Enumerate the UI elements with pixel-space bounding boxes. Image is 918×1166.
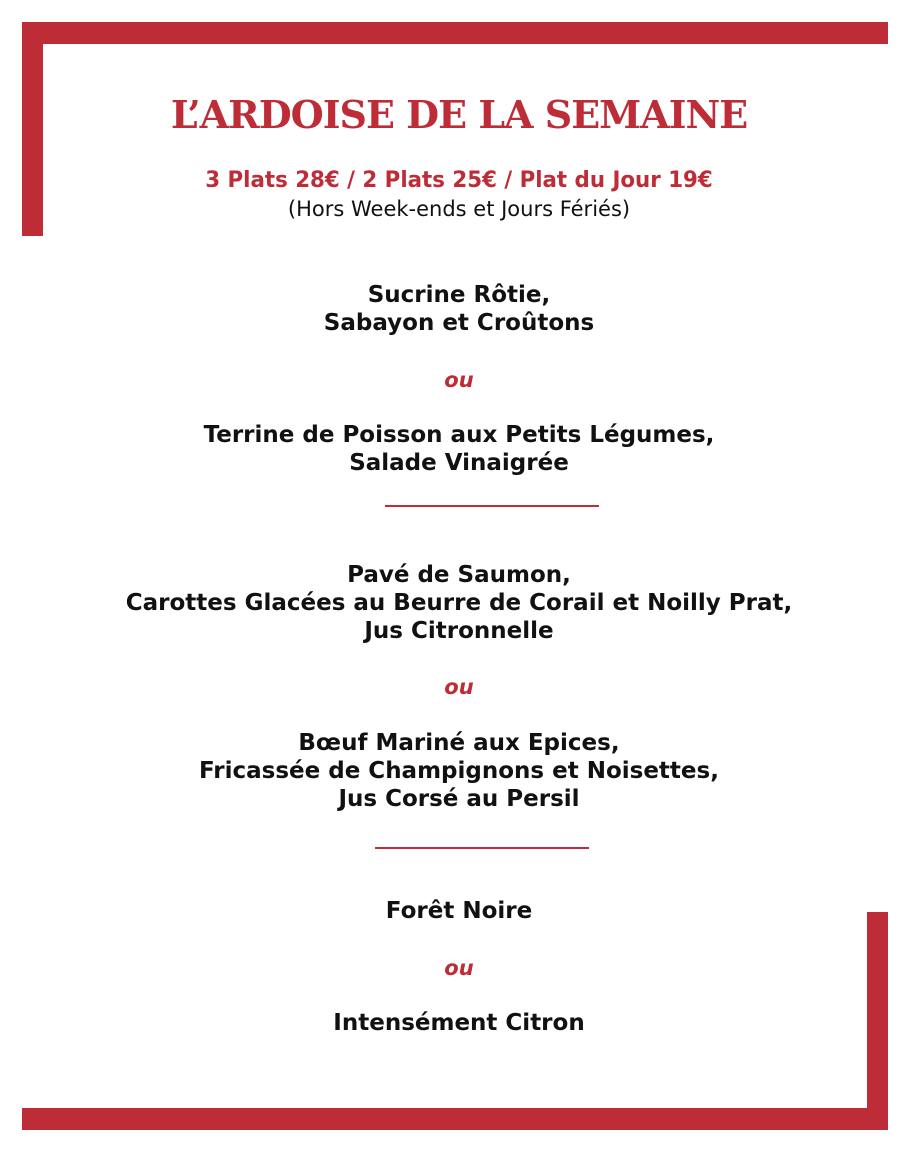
- dessert-separator-ou: ou: [444, 956, 474, 980]
- dessert-dish-2: [0, 1009, 918, 1037]
- main-dish-2-line: Jus Corsé au Persil: [338, 786, 580, 812]
- main-dish-1-line: Carottes Glacées au Beurre de Corail et Noilly Prat,: [125, 590, 793, 616]
- starter-dish-1-line: Sucrine Rôtie,: [367, 282, 551, 308]
- starter-dish-2: [0, 421, 918, 477]
- starter-dish-1-line: Sabayon et Croûtons: [323, 310, 595, 336]
- main-dish-1-line: Pavé de Saumon,: [347, 562, 571, 588]
- main-dish-2: [0, 729, 918, 813]
- menu-price-note: (Hors Week-ends et Jours Fériés): [287, 197, 631, 221]
- main-dish-1: [0, 561, 918, 645]
- frame-bar-bottom: [22, 1108, 888, 1130]
- dessert-dish-1: [0, 897, 918, 925]
- starter-dish-2-line: Salade Vinaigrée: [349, 450, 569, 476]
- section-divider: [385, 505, 599, 507]
- menu-prices: 3 Plats 28€ / 2 Plats 25€ / Plat du Jour 19€: [205, 168, 713, 193]
- main-dish-2-line: Fricassée de Champignons et Noisettes,: [199, 758, 719, 784]
- section-divider: [375, 847, 589, 849]
- starter-separator-ou: ou: [444, 368, 474, 392]
- frame-bar-top: [22, 22, 888, 44]
- starter-dish-2-line: Terrine de Poisson aux Petits Légumes,: [203, 422, 715, 448]
- starter-dish-1: [0, 281, 918, 337]
- dessert-dish-1-line: Forêt Noire: [385, 898, 533, 924]
- menu-title: L’ARDOISE DE LA SEMAINE: [170, 92, 748, 137]
- main-dish-1-line: Jus Citronnelle: [364, 618, 554, 644]
- main-dish-2-line: Bœuf Mariné aux Epices,: [298, 730, 620, 756]
- dessert-dish-2-line: Intensément Citron: [333, 1010, 585, 1036]
- main-separator-ou: ou: [444, 675, 474, 699]
